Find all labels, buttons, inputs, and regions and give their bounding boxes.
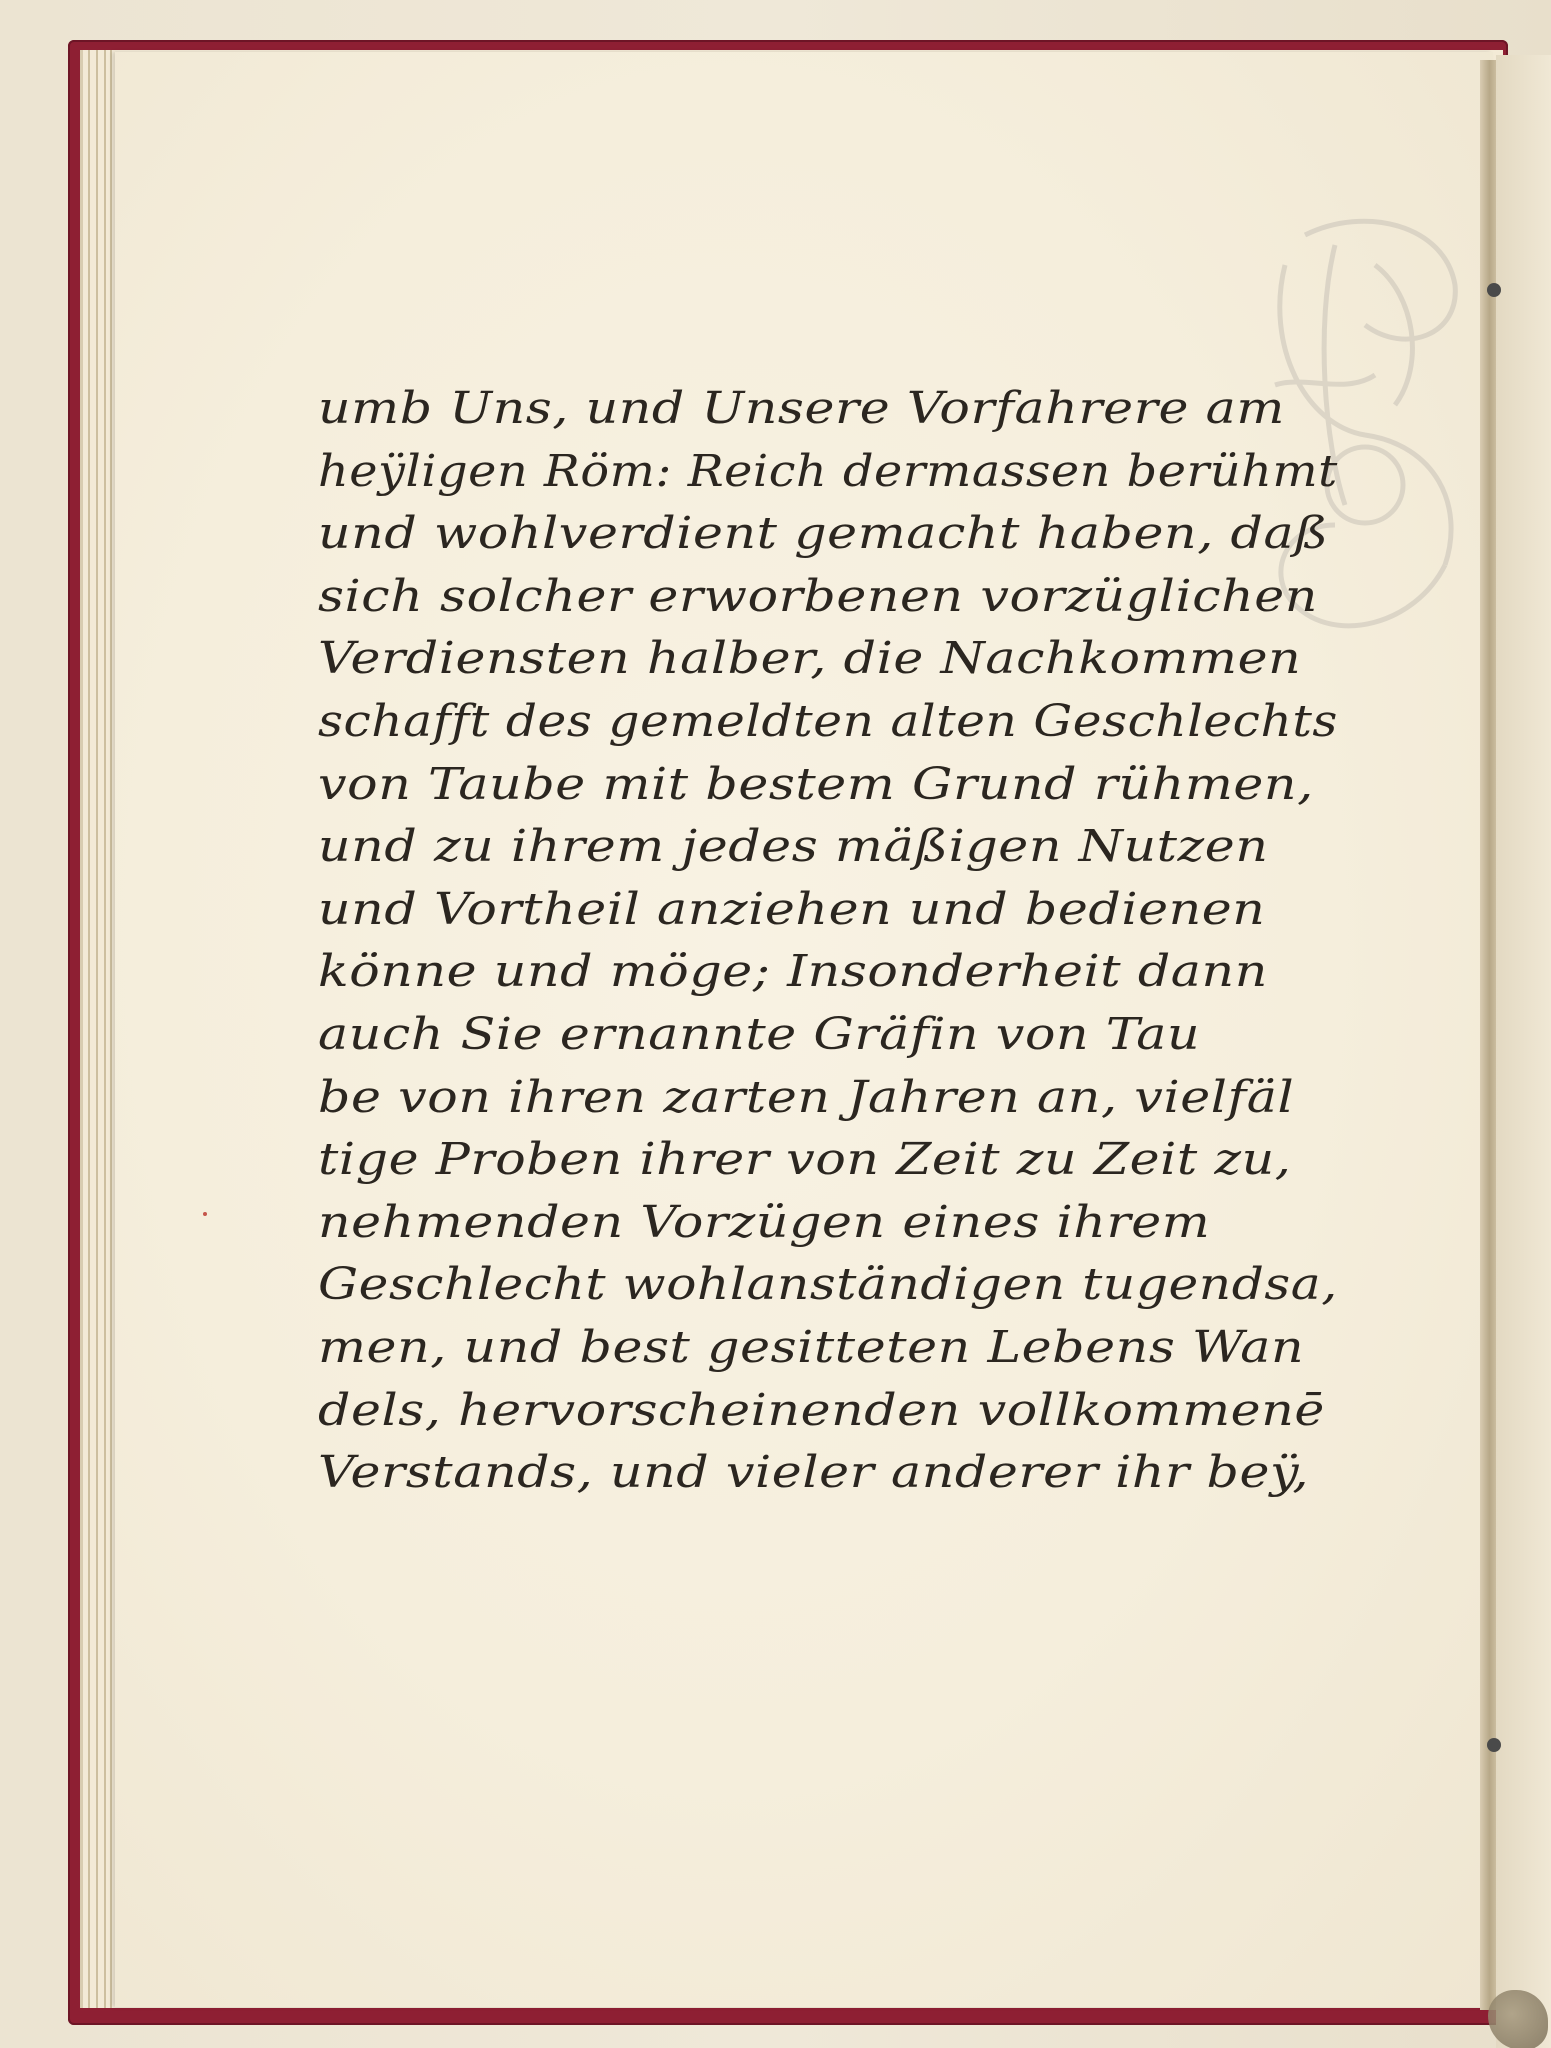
text-line: und Vortheil anziehen und bedienen — [318, 883, 1266, 935]
text-line: Verdiensten halber, die Nachkommen — [318, 633, 1302, 685]
text-line: Geschlecht wohlanständigen tugendsa, — [318, 1259, 1338, 1311]
binding-thread — [1487, 283, 1501, 297]
facing-page-edge — [1496, 55, 1551, 2048]
manuscript-text — [318, 378, 1338, 1505]
text-line: nehmenden Vorzügen eines ihrem — [318, 1196, 1211, 1248]
page-edge-line — [88, 50, 90, 2008]
text-line: umb Uns, und Unsere Vorfahrere am — [318, 383, 1285, 434]
text-line: be von ihren zarten Jahren an, vielfäl — [318, 1071, 1295, 1123]
text-line: heÿligen Röm: Reich dermassen berühmt — [318, 445, 1338, 497]
text-line: von Taube mit bestem Grund rühmen, — [318, 758, 1314, 810]
page-edge-line — [96, 50, 98, 2008]
text-line: schafft des gemeldten alten Geschlechts — [318, 695, 1338, 747]
binding-thread — [1487, 1738, 1501, 1752]
text-line: men, und best gesitteten Lebens Wan — [318, 1321, 1305, 1373]
page-edge-line — [104, 50, 106, 2008]
text-line: auch Sie ernannte Gräfin von Tau — [318, 1008, 1201, 1060]
ink-spot — [203, 1212, 207, 1216]
page-edge-line — [110, 50, 112, 2008]
text-line: sich solcher erworbenen vorzüglichen — [318, 570, 1318, 622]
text-line: könne und möge; Insonderheit dann — [318, 946, 1268, 998]
text-line: dels, hervorscheinenden vollkommenē — [318, 1384, 1325, 1436]
binding-cord — [1488, 1990, 1548, 2048]
text-line: und zu ihrem jedes mäßigen Nutzen — [318, 821, 1269, 873]
text-line: und wohlverdient gemacht haben, daß — [318, 508, 1329, 560]
text-line: Verstands, und vieler anderer ihr beÿ, — [318, 1447, 1310, 1499]
text-line: tige Proben ihrer von Zeit zu Zeit zu, — [318, 1134, 1292, 1186]
